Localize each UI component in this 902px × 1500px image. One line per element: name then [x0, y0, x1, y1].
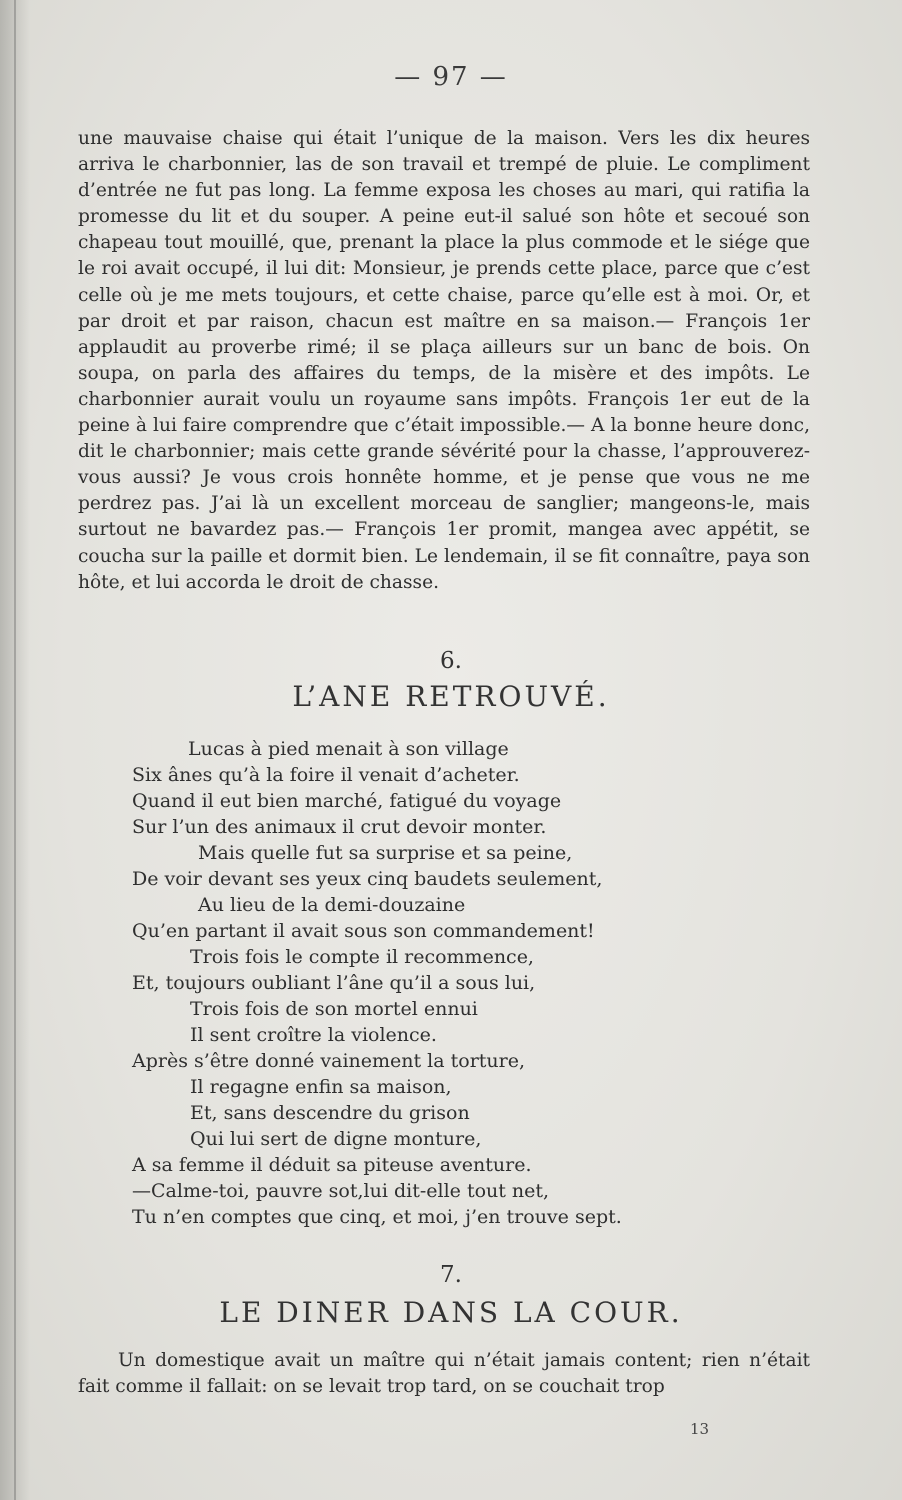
verse-line: Mais quelle fut sa surprise et sa peine,	[198, 842, 573, 864]
verse-line: A sa femme il déduit sa piteuse aventure.	[132, 1154, 532, 1176]
verse-line: —Calme-toi, pauvre sot,lui dit-elle tout net,	[132, 1180, 550, 1202]
verse-line: Il sent croître la violence.	[190, 1024, 437, 1046]
verse-line: Et, sans descendre du grison	[190, 1102, 470, 1124]
verse-line: Qui lui sert de digne monture,	[190, 1128, 482, 1150]
section-6-title: L’ANE RETROUVÉ.	[292, 680, 610, 713]
verse-line: Tu n’en comptes que cinq, et moi, j’en trouve sept.	[132, 1206, 622, 1228]
verse-line: Trois fois de son mortel ennui	[190, 998, 478, 1020]
verse-line: Au lieu de la demi-douzaine	[198, 894, 466, 916]
verse-line: Trois fois le compte il recommence,	[190, 946, 534, 968]
page-number: — 97 —	[394, 62, 508, 92]
signature-mark: 13	[690, 1420, 710, 1438]
verse-line: Il regagne enfin sa maison,	[190, 1076, 452, 1098]
verse-line: De voir devant ses yeux cinq baudets seulement,	[132, 868, 603, 890]
verse-line: Six ânes qu’à la foire il venait d’acheter.	[132, 764, 520, 786]
verse-line: Quand il eut bien marché, fatigué du voyage	[132, 790, 562, 812]
verse-line: Et, toujours oubliant l’âne qu’il a sous lui,	[132, 972, 536, 994]
verse-line: Lucas à pied menait à son village	[188, 738, 509, 760]
section-7-title: LE DINER DANS LA COUR.	[219, 1296, 683, 1329]
verse-line: Sur l’un des animaux il crut devoir monter.	[132, 816, 547, 838]
verse-line: Qu’en partant il avait sous son commandement!	[132, 920, 595, 942]
story-paragraph-7: Un domestique avait un maître qui n’était jamais content; rien n’était fait comme il fallait: on se levait trop tard, on se couchait trop	[78, 1350, 810, 1398]
section-6-number: 6.	[440, 648, 462, 674]
story-paragraph: une mauvaise chaise qui était l’unique de la maison. Vers les dix heures arriva le charbonnier, las de son travail et trempé de pluie. Le compliment d’entrée ne fut pas long. La femme exposa les choses au mari, qui ratifia la promesse du lit et du souper. A peine eut-il salué son hôte et secoué son chapeau tout mouillé, que, prenant la place la plus commode et le siége que le roi avait occupé, il lui dit: Monsieur, je prends cette place, parce que c’est celle où je me mets toujours, et cette chaise, parce qu’elle est à moi. Or, et par droit et par raison, chacun est maître en sa maison.— François 1er applaudit au proverbe rimé; il se plaça ailleurs sur un banc de bois. On soupa, on parla des affaires du temps, de la misère et des impôts. Le charbonnier aurait voulu un royaume sans impôts. François 1er eut de la peine à lui faire comprendre que c’était impossible.— A la bonne heure donc, dit le charbonnier; mais cette grande sévérité pour la chasse, l’approuverez-vous aussi? Je vous crois honnête homme, et je pense que vous ne me perdrez pas. J’ai là un excellent morceau de sanglier; mangeons-le, mais surtout ne bavardez pas.— François 1er promit, mangea avec appétit, se coucha sur la paille et dormit bien. Le lendemain, il se fit connaître, paya son hôte, et lui accorda le droit de chasse.	[78, 128, 810, 593]
section-7-number: 7.	[440, 1262, 462, 1288]
verse-line: Après s’être donné vainement la torture,	[132, 1050, 526, 1072]
